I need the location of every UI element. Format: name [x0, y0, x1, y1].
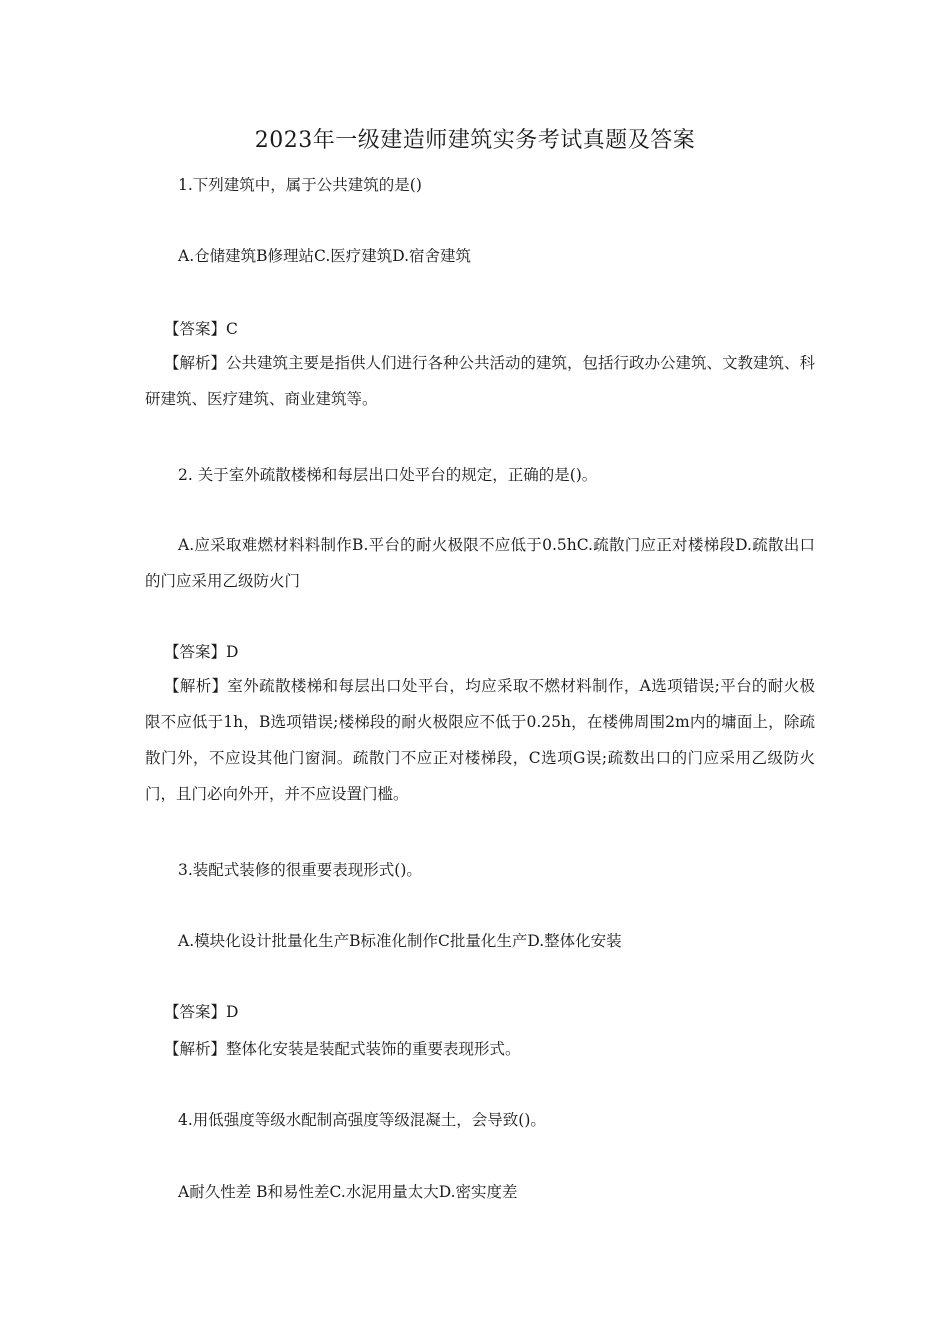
question-1-text: 1.下列建筑中，属于公共建筑的是(): [178, 176, 422, 194]
question-1-options: A.仓储建筑B修理站C.医疗建筑D.宿舍建筑: [178, 247, 472, 265]
question-3-text: 3.装配式装修的很重要表现形式()。: [178, 861, 422, 879]
question-1-analysis: 【解析】公共建筑主要是指供人们进行各种公共活动的建筑，包括行政办公建筑、文教建筑、科研建筑、医疗建筑、商业建筑等。: [145, 354, 816, 408]
question-4-text: 4.用低强度等级水配制高强度等级混凝土，会导致()。: [178, 1111, 546, 1129]
question-3-options: A.模块化设计批量化生产B标准化制作C批量化生产D.整体化安装: [178, 932, 622, 950]
question-2-options: A.应采取难燃材料料制作B.平台的耐火极限不应低于0.5hC.疏散门应正对楼梯段D.疏散出口的门应采用乙级防火门: [145, 536, 815, 590]
question-1-answer: 【答案】C: [164, 320, 238, 338]
page-title: 2023年一级建造师建筑实务考试真题及答案: [254, 128, 696, 153]
question-2-answer: 【答案】D: [164, 643, 239, 661]
question-2-text: 2. 关于室外疏散楼梯和每层出口处平台的规定，正确的是()。: [178, 466, 598, 484]
question-2-analysis: 【解析】室外疏散楼梯和每层出口处平台，均应采取不燃材料制作，A选项错误;平台的耐火极限不应低于1h，B选项错误;楼梯段的耐火极限应不低于0.25h，在楼佛周围2m内的墉面上，除疏散门外，不应设其他门窗洞。疏散门不应正对楼梯段，C选项G误;疏数出口的门应采用乙级防火门，且门必向外开，并不应设置门槛。: [145, 677, 815, 803]
question-3-answer: 【答案】D: [164, 1003, 239, 1021]
question-3-analysis: 【解析】整体化安装是装配式装饰的重要表现形式。: [164, 1040, 521, 1058]
question-4-options: A耐久性差 B和易性差C.水泥用量太大D.密实度差: [178, 1183, 518, 1201]
